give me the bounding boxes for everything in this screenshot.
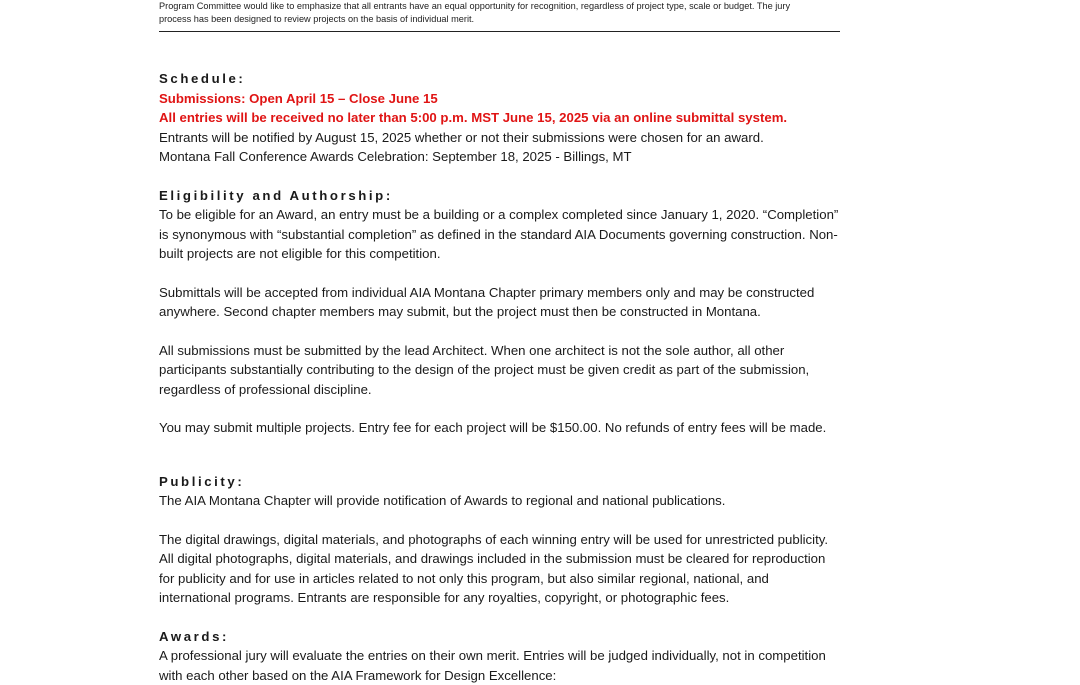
awards-section — [159, 627, 929, 685]
paragraph-line: with each other based on the AIA Framework for Design Excellence: — [159, 666, 929, 685]
paragraph-line: for publicity and for use in articles related to not only this program, but also similar regional, national, and — [159, 569, 929, 589]
document-page — [159, 0, 929, 685]
paragraph-line: All digital photographs, digital materials, and drawings included in the submission must be cleared for reproduction — [159, 549, 929, 569]
publicity-heading: Publicity: — [159, 472, 929, 492]
awards-celebration: Montana Fall Conference Awards Celebration: September 18, 2025 - Billings, MT — [159, 147, 929, 167]
paragraph-line: The digital drawings, digital materials, and photographs of each winning entry will be used for unrestricted publicity. — [159, 530, 929, 550]
paragraph-line: international programs. Entrants are responsible for any royalties, copyright, or photographic fees. — [159, 588, 929, 608]
intro-line: Program Committee would like to emphasize that all entrants have an equal opportunity for recognition, regardless of project type, scale or budget. The jury — [159, 0, 929, 13]
submission-deadline: All entries will be received no later than 5:00 p.m. MST June 15, 2025 via an online submittal system. — [159, 108, 929, 128]
paragraph-line: To be eligible for an Award, an entry must be a building or a complex completed since January 1, 2020. “Completion” — [159, 205, 929, 225]
paragraph-line: regardless of professional discipline. — [159, 380, 929, 400]
submissions-window: Submissions: Open April 15 – Close June 15 — [159, 89, 929, 109]
paragraph-line: is synonymous with “substantial completion” as defined in the standard AIA Documents governing construction. Non- — [159, 225, 929, 245]
publicity-section — [159, 472, 929, 608]
paragraph-line: The AIA Montana Chapter will provide notification of Awards to regional and national publications. — [159, 491, 929, 511]
paragraph-line: Submittals will be accepted from individual AIA Montana Chapter primary members only and may be constructed — [159, 283, 929, 303]
paragraph-line: All submissions must be submitted by the lead Architect. When one architect is not the sole author, all other — [159, 341, 929, 361]
paragraph-line: anywhere. Second chapter members may submit, but the project must then be constructed in Montana. — [159, 302, 929, 322]
awards-heading: Awards: — [159, 627, 929, 647]
paragraph-line: You may submit multiple projects. Entry fee for each project will be $150.00. No refunds of entry fees will be made. — [159, 418, 929, 438]
eligibility-heading: Eligibility and Authorship: — [159, 186, 929, 206]
schedule-section — [159, 69, 929, 167]
eligibility-section — [159, 186, 929, 438]
paragraph-line: A professional jury will evaluate the entries on their own merit. Entries will be judged individually, not in competition — [159, 646, 929, 666]
schedule-heading: Schedule: — [159, 69, 929, 89]
paragraph-line: participants substantially contributing to the design of the project must be given credit as part of the submission, — [159, 360, 929, 380]
paragraph-line: built projects are not eligible for this competition. — [159, 244, 929, 264]
notification-date: Entrants will be notified by August 15, 2025 whether or not their submissions were chosen for an award. — [159, 128, 929, 148]
intro-line: process has been designed to review projects on the basis of individual merit. — [159, 13, 929, 26]
intro-section — [159, 0, 929, 32]
